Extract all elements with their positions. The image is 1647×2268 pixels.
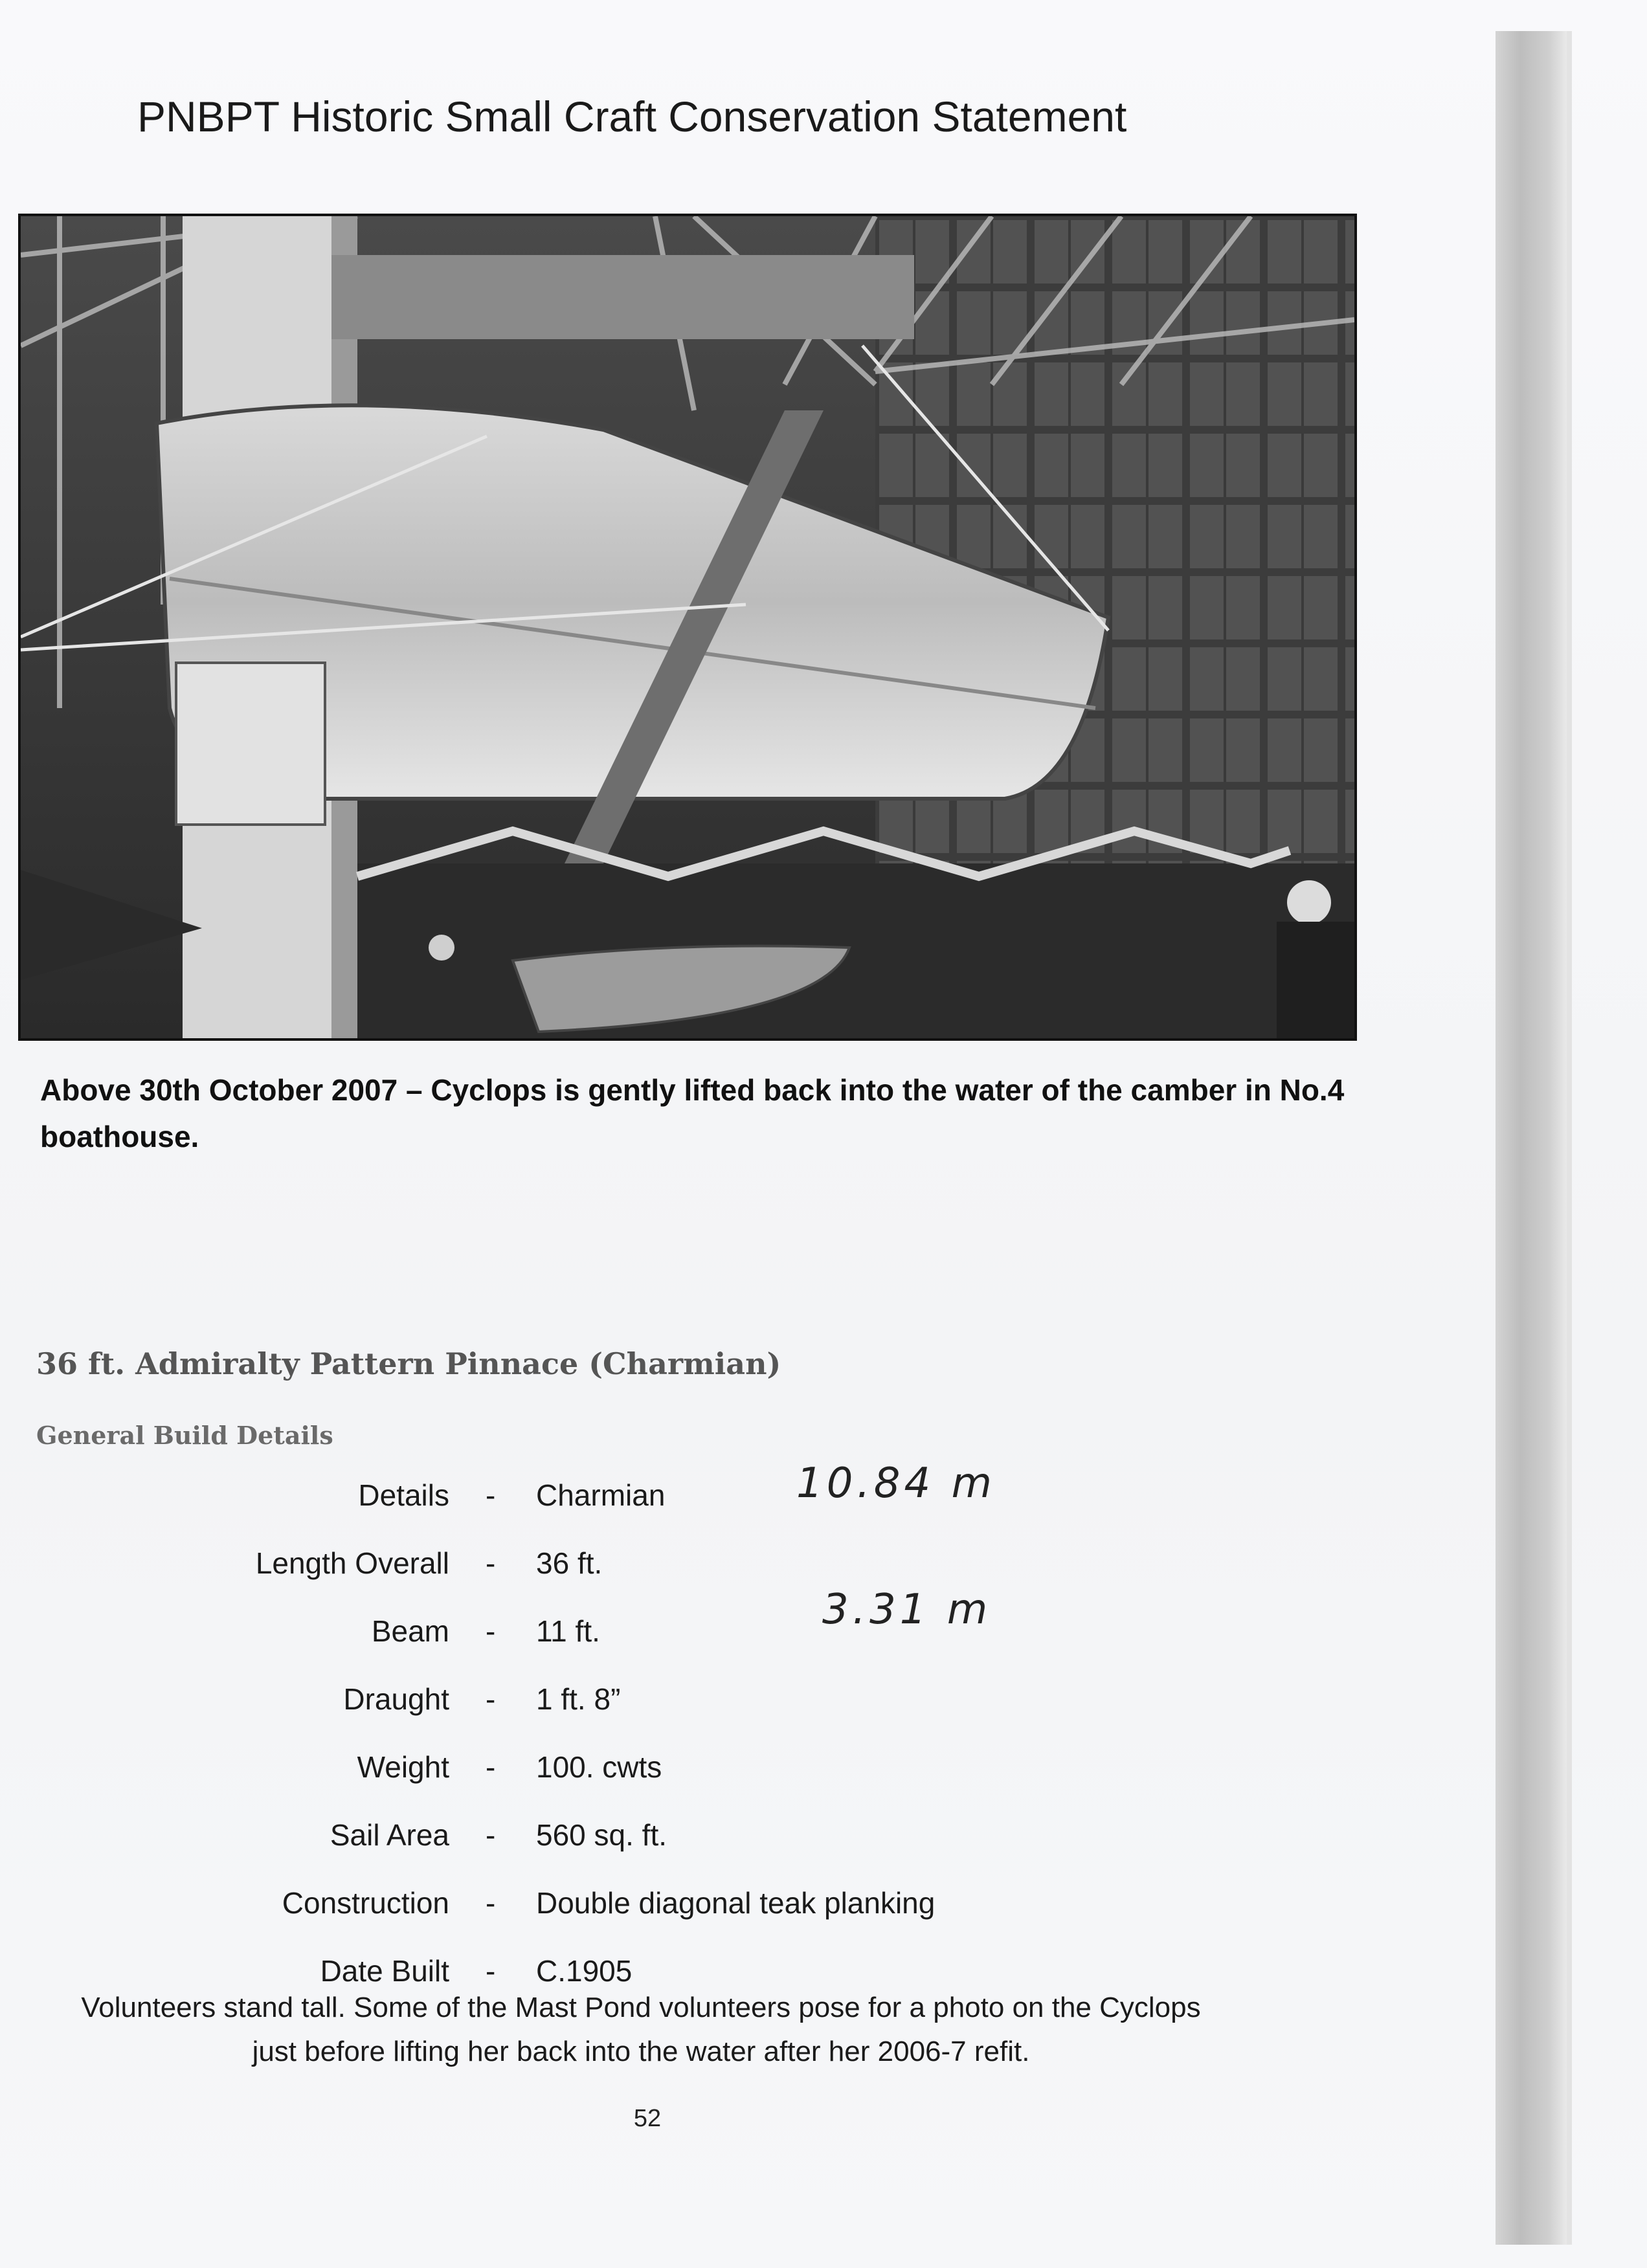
spec-label: Beam [371,1614,449,1648]
subsection-heading: General Build Details [36,1421,333,1450]
spec-row-weight [0,1744,1295,1790]
spec-value: 11 ft. [536,1614,600,1648]
spec-dash: - [486,1886,496,1920]
page-number: 52 [633,2105,662,2132]
spec-label: Sail Area [330,1818,449,1852]
spec-label: Weight [357,1750,449,1784]
spec-label: Date Built [320,1954,449,1988]
spec-row-construction [0,1880,1295,1926]
document-title: PNBPT Historic Small Craft Conservation Statement [137,93,1127,140]
spec-dash: - [486,1954,496,1988]
boat-lift-photo [18,214,1357,1041]
spec-label: Draught [343,1682,449,1716]
handwritten-beam-note: 3.31 m [822,1586,992,1634]
spec-dash: - [486,1682,496,1716]
spec-dash: - [486,1818,496,1852]
spec-value: 560 sq. ft. [536,1818,667,1852]
section-heading: 36 ft. Admiralty Pattern Pinnace (Charmian) [36,1346,781,1381]
spec-label: Length Overall [255,1546,449,1580]
spec-dash: - [486,1546,496,1580]
spec-dash: - [486,1614,496,1648]
volunteers-footnote: Volunteers stand tall. Some of the Mast Pond volunteers pose for a photo on the Cyclops just before lifting her back into the water after her 2006-7 refit. [81,1992,1201,2067]
scan-margin-shadow [1496,31,1567,2245]
scan-margin-edge [1567,31,1572,2245]
spec-row-sail-area [0,1812,1295,1858]
spec-row-details [0,1473,1295,1518]
spec-value: Charmian [536,1478,666,1512]
spec-dash: - [486,1478,496,1512]
spec-value: 100. cwts [536,1750,662,1784]
spec-row-draught [0,1676,1295,1722]
spec-dash: - [486,1750,496,1784]
spec-row-beam [0,1608,1295,1654]
spec-label: Details [358,1478,449,1512]
spec-value: 1 ft. 8” [536,1682,621,1716]
photo-caption: Above 30th October 2007 – Cyclops is gently lifted back into the water of the camber in No.4 boathouse. [40,1073,1345,1153]
spec-row-length-overall [0,1540,1295,1586]
spec-value: Double diagonal teak planking [536,1886,936,1920]
spec-value: 36 ft. [536,1546,603,1580]
handwritten-length-note: 10.84 m [796,1460,996,1507]
spec-label: Construction [282,1886,449,1920]
spec-value: C.1905 [536,1954,633,1988]
